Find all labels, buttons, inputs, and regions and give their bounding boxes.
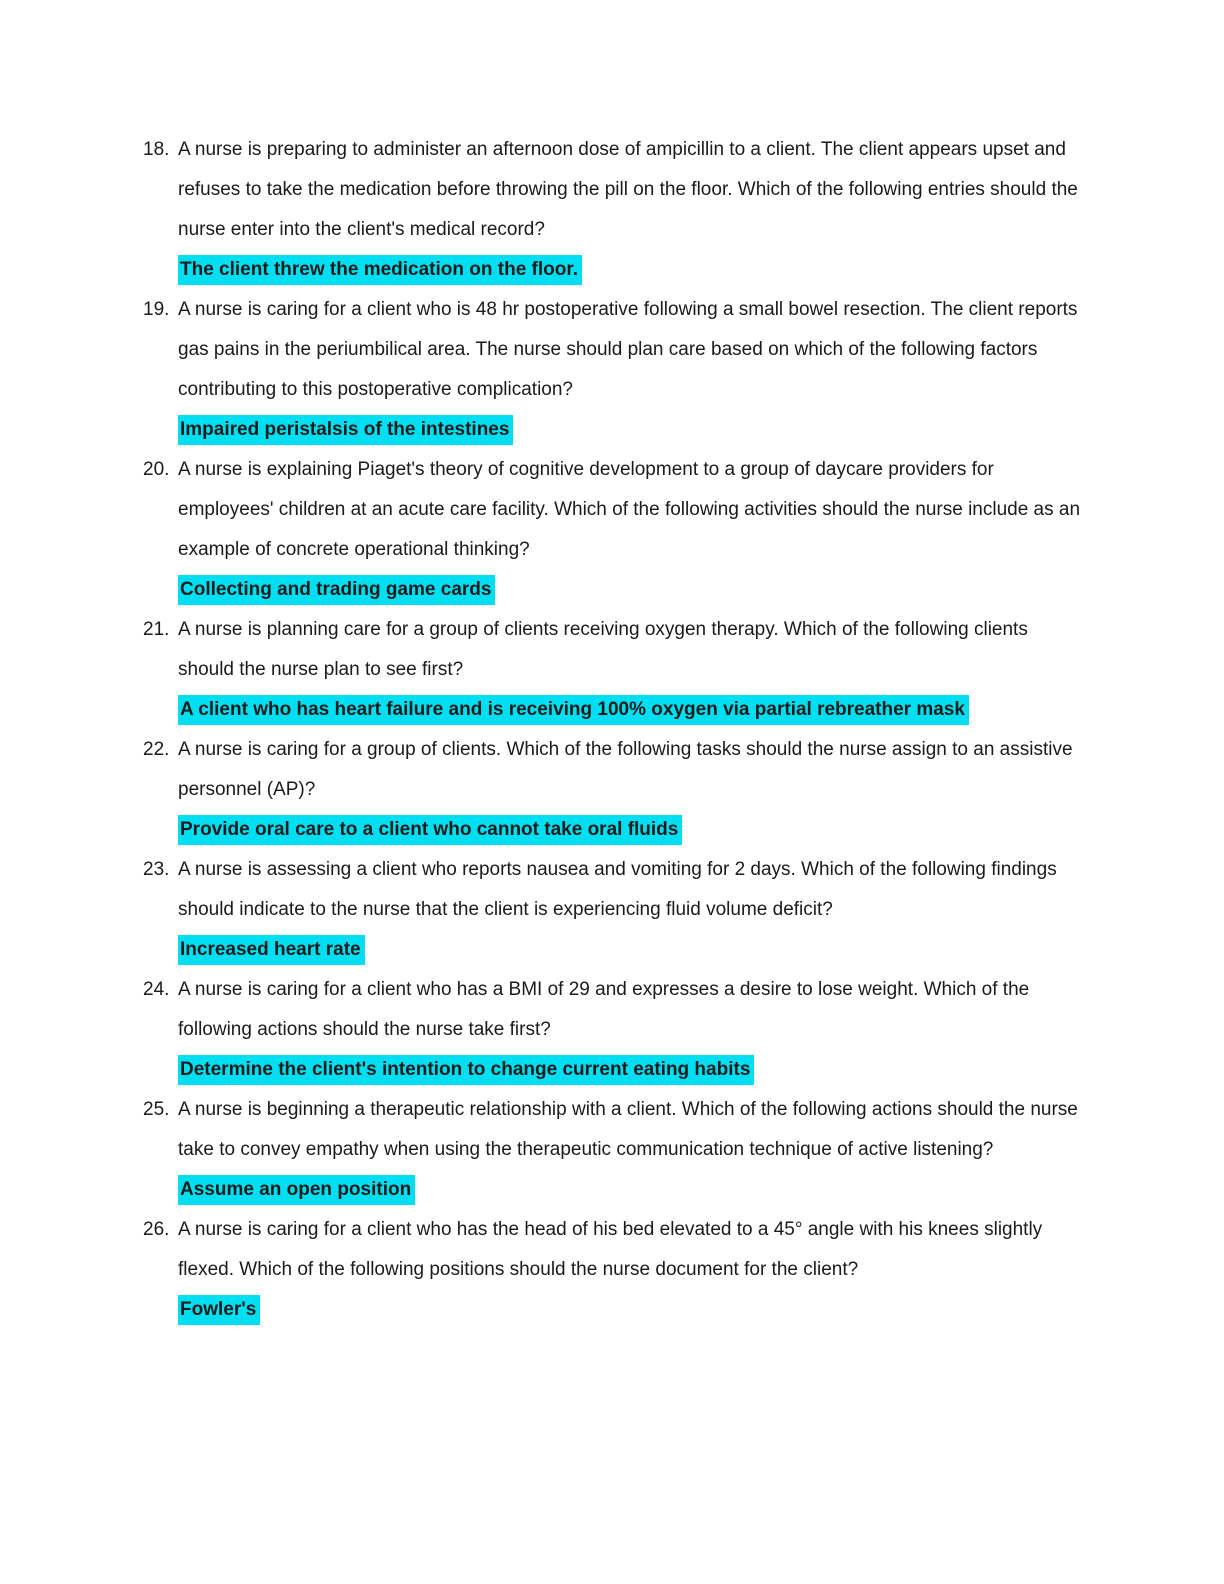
question-text: A nurse is caring for a client who has a BMI of 29 and expresses a desire to lose weight. Which of the following actions should the nurse take first? (178, 979, 1030, 1040)
question-number: 21. (143, 619, 170, 640)
question-item-23 (143, 850, 1084, 970)
question-number: 18. (143, 139, 170, 160)
question-item-19 (143, 290, 1084, 450)
question-text: A nurse is planning care for a group of clients receiving oxygen therapy. Which of the following clients should the nurse plan to see first? (178, 619, 1028, 680)
answer-text: Provide oral care to a client who cannot take oral fluids (178, 815, 682, 845)
question-text: A nurse is assessing a client who reports nausea and vomiting for 2 days. Which of the following findings should indicate to the nurse that the client is experiencing fluid volume deficit? (178, 859, 1057, 920)
answer-text: Assume an open position (178, 1175, 415, 1205)
question-text: A nurse is caring for a client who has the head of his bed elevated to a 45° angle with his knees slightly flexed. Which of the following positions should the nurse document for the client? (178, 1219, 1043, 1280)
answer-line (143, 930, 1084, 970)
question-item-24 (143, 970, 1084, 1090)
question-item-20 (143, 450, 1084, 610)
question-number: 23. (143, 859, 170, 880)
question-item-25 (143, 1090, 1084, 1210)
question-text: A nurse is caring for a client who is 48 hr postoperative following a small bowel resection. The client reports gas pains in the periumbilical area. The nurse should plan care based on which of the following factors contributing to this postoperative complication? (178, 299, 1078, 400)
question-text: A nurse is beginning a therapeutic relationship with a client. Which of the following actions should the nurse take to convey empathy when using the therapeutic communication technique of active listening? (178, 1099, 1078, 1160)
question-number: 22. (143, 739, 170, 760)
question-number: 25. (143, 1099, 170, 1120)
answer-text: Impaired peristalsis of the intestines (178, 415, 513, 445)
question-number: 26. (143, 1219, 170, 1240)
answer-text: Collecting and trading game cards (178, 575, 495, 605)
answer-text: Fowler's (178, 1295, 260, 1325)
answer-text: Determine the client's intention to change current eating habits (178, 1055, 754, 1085)
question-item-22 (143, 730, 1084, 850)
answer-line (143, 690, 1084, 730)
question-number: 20. (143, 459, 170, 480)
question-item-21 (143, 610, 1084, 730)
question-number: 24. (143, 979, 170, 1000)
answer-text: Increased heart rate (178, 935, 365, 965)
question-text: A nurse is caring for a group of clients. Which of the following tasks should the nurse assign to an assistive personnel (AP)? (178, 739, 1073, 800)
question-number: 19. (143, 299, 170, 320)
question-text: A nurse is explaining Piaget's theory of cognitive development to a group of daycare providers for employees' children at an acute care facility. Which of the following activities should the nurse include as an example of concrete operational thinking? (178, 459, 1081, 560)
answer-text: The client threw the medication on the floor. (178, 255, 582, 285)
answer-line (143, 810, 1084, 850)
answer-line (143, 1290, 1084, 1330)
answer-line (143, 570, 1084, 610)
answer-line (143, 410, 1084, 450)
question-text: A nurse is preparing to administer an afternoon dose of ampicillin to a client. The client appears upset and refuses to take the medication before throwing the pill on the floor. Which of the following entries should the nurse enter into the client's medical record? (178, 139, 1078, 240)
question-item-26 (143, 1210, 1084, 1330)
answer-line (143, 250, 1084, 290)
question-item-18 (143, 130, 1084, 290)
answer-line (143, 1050, 1084, 1090)
answer-text: A client who has heart failure and is receiving 100% oxygen via partial rebreather mask (178, 695, 969, 725)
answer-line (143, 1170, 1084, 1210)
